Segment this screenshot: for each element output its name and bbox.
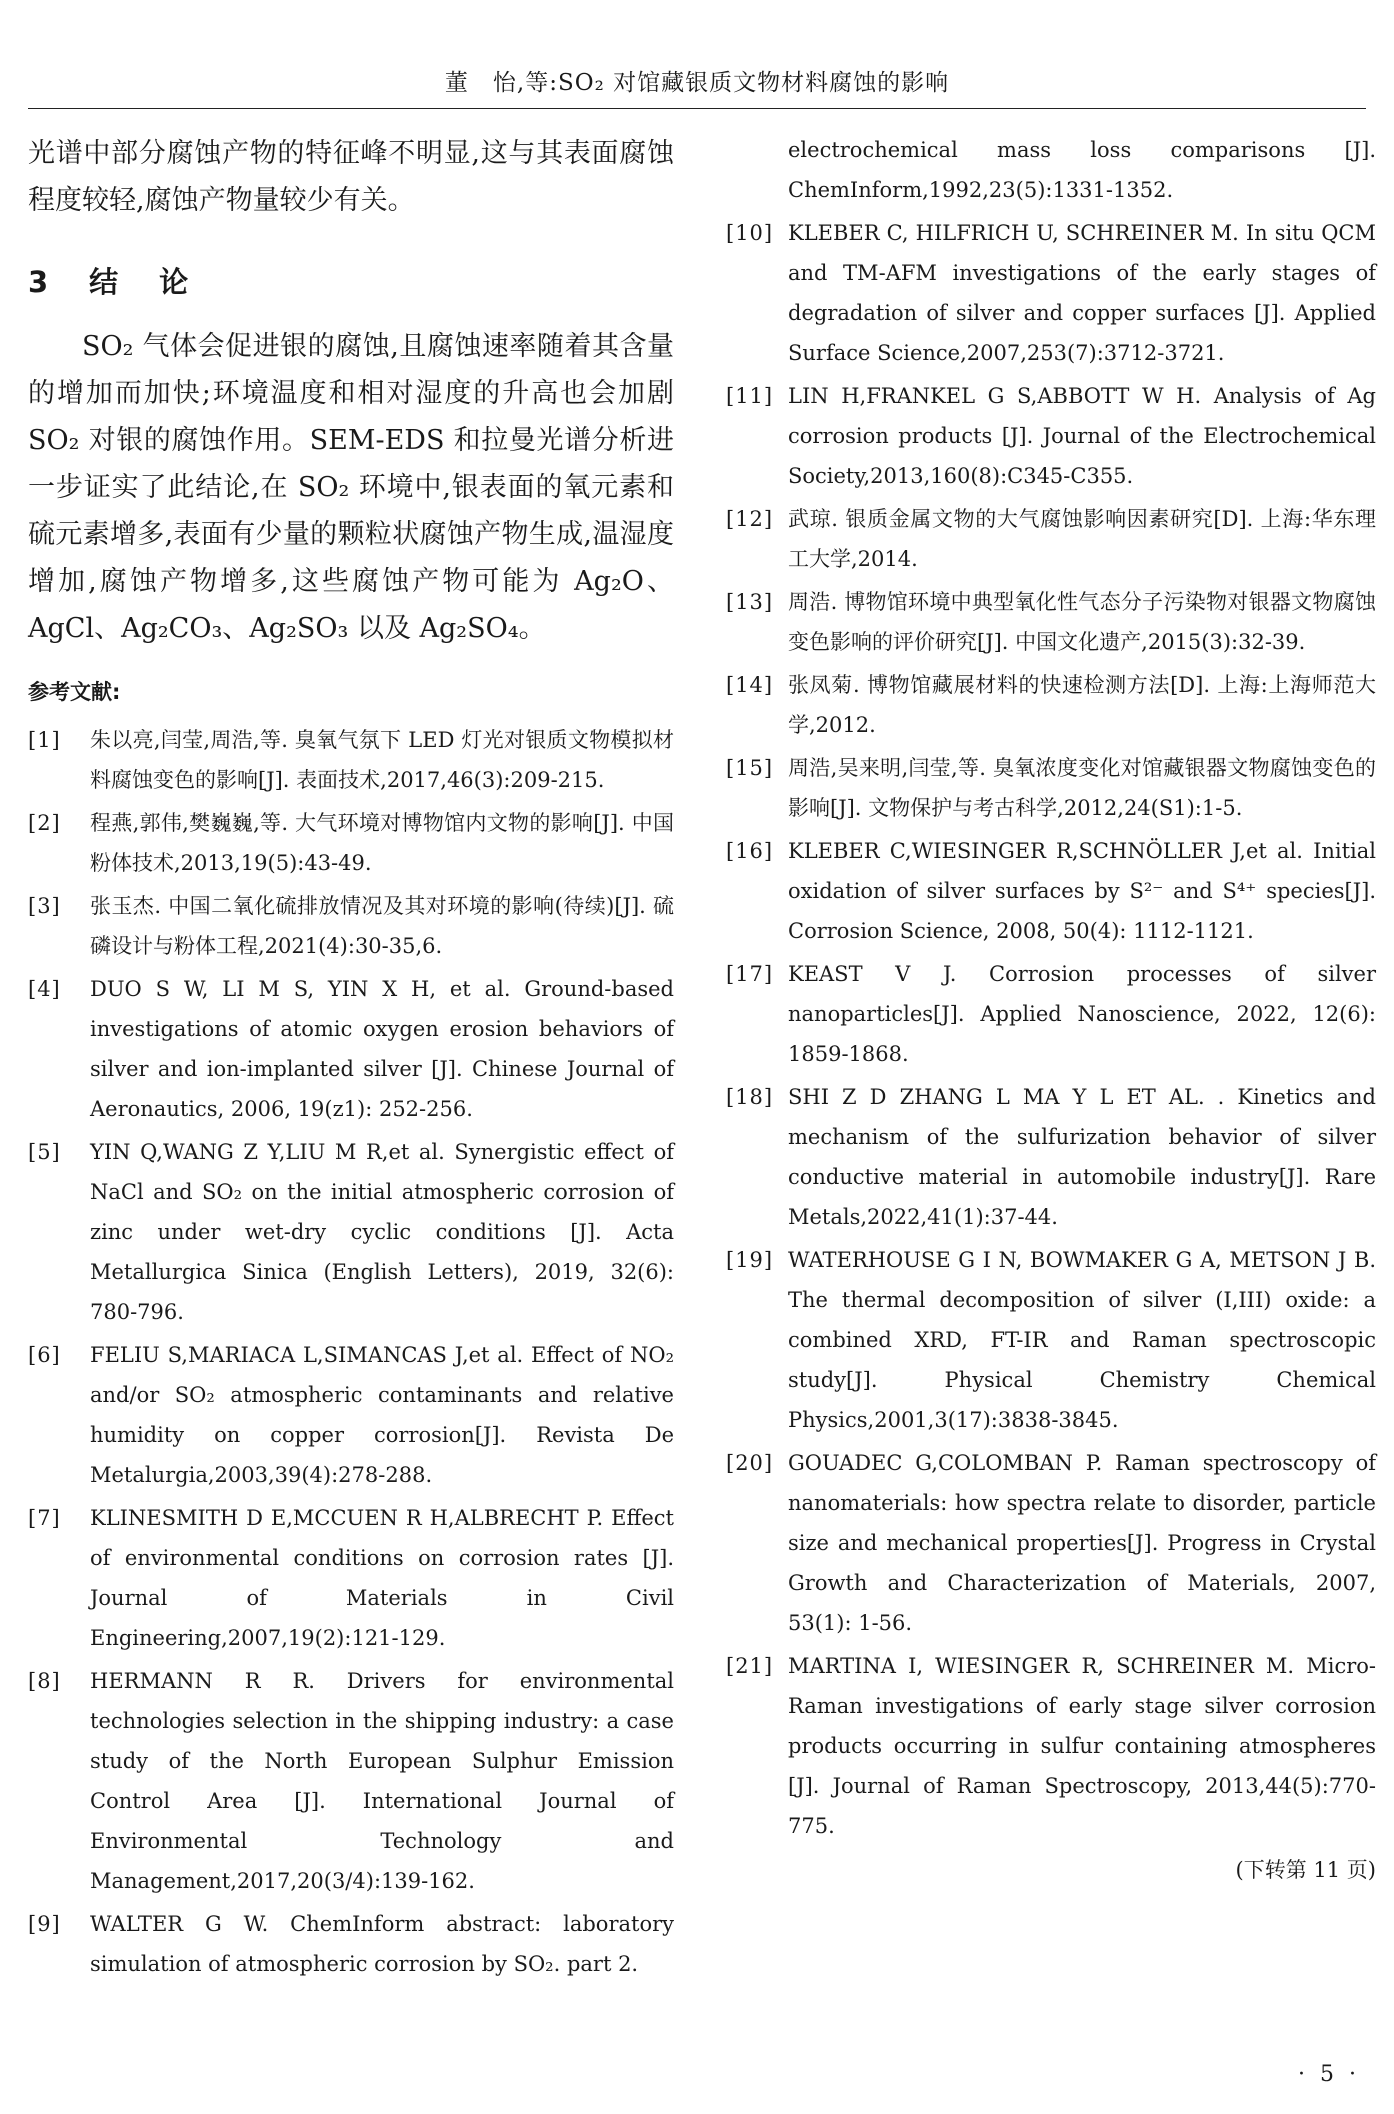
references-title: 参考文献: [28, 680, 121, 704]
reference-item [28, 969, 674, 1129]
reference-number: [8] [28, 1669, 61, 1693]
reference-number: [21] [726, 1654, 774, 1678]
reference-item [28, 803, 674, 883]
reference-text: LIN H,FRANKEL G S,ABBOTT W H. Analysis of Ag corrosion products [J]. Journal of the Electrochemical Society,2013,160(8):C345-C355. [788, 384, 1376, 488]
reference-item [726, 665, 1376, 745]
reference-number: [5] [28, 1140, 61, 1164]
reference-item [726, 1443, 1376, 1643]
reference-number: [19] [726, 1248, 774, 1272]
section-title: 3 结 论 [28, 265, 195, 299]
page-number: · 5 · [1298, 2062, 1360, 2087]
reference-number: [18] [726, 1085, 774, 1109]
reference-text: YIN Q,WANG Z Y,LIU M R,et al. Synergistic effect of NaCl and SO₂ on the initial atmospheric corrosion of zinc under wet-dry cyclic conditions [J]. Acta Metallurgica Sinica (English Letters), 2019, 32(6): 780-796. [90, 1140, 674, 1324]
reference-item [28, 1498, 674, 1658]
reference-text: 周浩. 博物馆环境中典型氧化性气态分子污染物对银器文物腐蚀变色影响的评价研究[J]. 中国文化遗产,2015(3):32-39. [788, 590, 1376, 654]
reference-item [726, 582, 1376, 662]
reference-number: [7] [28, 1506, 61, 1530]
continued-note: (下转第 11 页) [1235, 1858, 1376, 1882]
reference-text: 程燕,郭伟,樊巍巍,等. 大气环境对博物馆内文物的影响[J]. 中国粉体技术,2013,19(5):43-49. [90, 811, 674, 875]
reference-item [726, 831, 1376, 951]
right-column [726, 130, 1376, 1884]
reference-item [28, 1132, 674, 1332]
header-rule [28, 108, 1366, 109]
reference-text: KLINESMITH D E,MCCUEN R H,ALBRECHT P. Effect of environmental conditions on corrosion rates [J]. Journal of Materials in Civil Engineering,2007,19(2):121-129. [90, 1506, 674, 1650]
reference-item [726, 213, 1376, 373]
reference-text: 朱以亮,闫莹,周浩,等. 臭氧气氛下 LED 灯光对银质文物模拟材料腐蚀变色的影响[J]. 表面技术,2017,46(3):209-215. [90, 728, 674, 792]
reference-number: [4] [28, 977, 61, 1001]
reference-number: [10] [726, 221, 774, 245]
reference-text: 周浩,吴来明,闫莹,等. 臭氧浓度变化对馆藏银器文物腐蚀变色的影响[J]. 文物保护与考古科学,2012,24(S1):1-5. [788, 756, 1376, 820]
reference-text: WALTER G W. ChemInform abstract: laboratory simulation of atmospheric corrosion by SO₂. part 2. [90, 1912, 674, 1976]
reference-text: FELIU S,MARIACA L,SIMANCAS J,et al. Effect of NO₂ and/or SO₂ atmospheric contaminants and relative humidity on copper corrosion[J]. Revista De Metalurgia,2003,39(4):278-288. [90, 1343, 674, 1487]
reference-continuation: electrochemical mass loss comparisons [J]. ChemInform,1992,23(5):1331-1352. [788, 138, 1376, 202]
reference-number: [3] [28, 894, 61, 918]
reference-text: HERMANN R R. Drivers for environmental technologies selection in the shipping industry: a case study of the North European Sulphur Emission Control Area [J]. International Journal of Environmental Technology and Management,2017,20(3/4):139-162. [90, 1669, 674, 1893]
reference-text: 张玉杰. 中国二氧化硫排放情况及其对环境的影响(待续)[J]. 硫磷设计与粉体工程,2021(4):30-35,6. [90, 894, 674, 958]
reference-text: MARTINA I, WIESINGER R, SCHREINER M. Micro-Raman investigations of early stage silver corrosion products occurring in sulfur containing atmospheres [J]. Journal of Raman Spectroscopy, 2013,44(5):770-775. [788, 1654, 1376, 1838]
reference-item [726, 499, 1376, 579]
reference-item [726, 1646, 1376, 1846]
reference-item [28, 720, 674, 800]
intro-paragraph: 光谱中部分腐蚀产物的特征峰不明显,这与其表面腐蚀程度较轻,腐蚀产物量较少有关。 [28, 138, 674, 216]
reference-text: KEAST V J. Corrosion processes of silver nanoparticles[J]. Applied Nanoscience, 2022, 12(6): 1859-1868. [788, 962, 1376, 1066]
reference-text: KLEBER C, HILFRICH U, SCHREINER M. In situ QCM and TM-AFM investigations of the early stages of degradation of silver and copper surfaces [J]. Applied Surface Science,2007,253(7):3712-3721. [788, 221, 1376, 365]
left-column [28, 130, 674, 1987]
reference-item [726, 748, 1376, 828]
reference-number: [2] [28, 811, 61, 835]
running-header: 董 怡,等:SO₂ 对馆藏银质文物材料腐蚀的影响 [444, 70, 950, 96]
reference-item [28, 886, 674, 966]
reference-text: KLEBER C,WIESINGER R,SCHNÖLLER J,et al. Initial oxidation of silver surfaces by S²⁻ and S⁴⁺ species[J]. Corrosion Science, 2008, 50(4): 1112-1121. [788, 839, 1376, 943]
reference-number: [12] [726, 507, 774, 531]
reference-number: [16] [726, 839, 774, 863]
reference-item [726, 954, 1376, 1074]
reference-number: [17] [726, 962, 774, 986]
reference-item [726, 1077, 1376, 1237]
reference-item [726, 1240, 1376, 1440]
reference-number: [6] [28, 1343, 61, 1367]
reference-item [28, 1335, 674, 1495]
reference-number: [9] [28, 1912, 61, 1936]
reference-text: WATERHOUSE G I N, BOWMAKER G A, METSON J B. The thermal decomposition of silver (I,III) oxide: a combined XRD, FT-IR and Raman spectroscopic study[J]. Physical Chemistry Chemical Physics,2001,3(17):3838-3845. [788, 1248, 1376, 1432]
reference-item [726, 376, 1376, 496]
reference-text: 张凤菊. 博物馆藏展材料的快速检测方法[D]. 上海:上海师范大学,2012. [788, 673, 1376, 737]
reference-item [28, 1661, 674, 1901]
reference-number: [1] [28, 728, 61, 752]
reference-number: [14] [726, 673, 774, 697]
reference-text: 武琼. 银质金属文物的大气腐蚀影响因素研究[D]. 上海:华东理工大学,2014. [788, 507, 1376, 571]
reference-text: SHI Z D ZHANG L MA Y L ET AL. . Kinetics and mechanism of the sulfurization behavior of silver conductive material in automobile industry[J]. Rare Metals,2022,41(1):37-44. [788, 1085, 1376, 1229]
reference-number: [15] [726, 756, 774, 780]
reference-number: [13] [726, 590, 774, 614]
reference-text: DUO S W, LI M S, YIN X H, et al. Ground-based investigations of atomic oxygen erosion behaviors of silver and ion-implanted silver [J]. Chinese Journal of Aeronautics, 2006, 19(z1): 252-256. [90, 977, 674, 1121]
reference-number: [20] [726, 1451, 774, 1475]
reference-number: [11] [726, 384, 774, 408]
reference-text: GOUADEC G,COLOMBAN P. Raman spectroscopy of nanomaterials: how spectra relate to disorder, particle size and mechanical properties[J]. Progress in Crystal Growth and Characterization of Materials, 2007, 53(1): 1-56. [788, 1451, 1376, 1635]
conclusion-paragraph: SO₂ 气体会促进银的腐蚀,且腐蚀速率随着其含量的增加而加快;环境温度和相对湿度的升高也会加剧 SO₂ 对银的腐蚀作用。SEM-EDS 和拉曼光谱分析进一步证实了此结论,在 SO₂ 环境中,银表面的氧元素和硫元素增多,表面有少量的颗粒状腐蚀产物生成,温湿度增加,腐蚀产物增多,这些腐蚀产物可能为 Ag₂O、AgCl、Ag₂CO₃、Ag₂SO₃ 以及 Ag₂SO₄。 [28, 331, 674, 644]
reference-item [28, 1904, 674, 1984]
